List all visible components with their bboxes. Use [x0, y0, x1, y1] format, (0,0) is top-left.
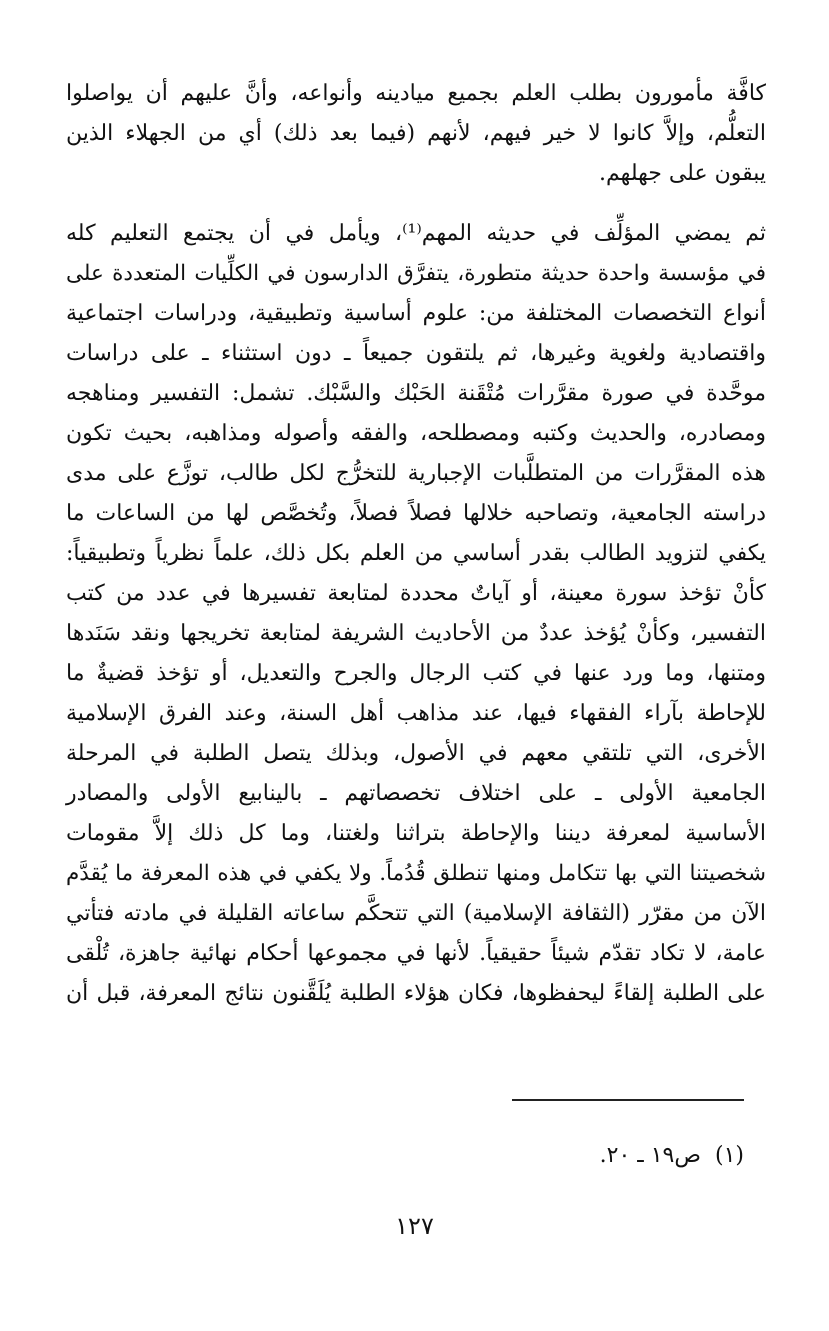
text-line: موحَّدة في صورة مقرَّرات مُتْقَنة الحَبْك والسَّبْك. تشمل: التفسير ومناهجه: [66, 381, 766, 406]
text-line: التفسير، وكأنْ يُؤخذ عددٌ من الأحاديث الشريفة لمتابعة تخريجها ونقد سَنَدها: [66, 621, 766, 646]
text-line: في مؤسسة واحدة حديثة متطورة، يتفرَّق الدارسون في الكلِّيات المتعددة على: [66, 261, 766, 286]
text-line: دراسته الجامعية، وتصاحبه خلالها فصلاً فصلاً، وتُخصَّص لها من الساعات ما: [66, 501, 766, 526]
text-line: ومتنها، وما ورد عنها في كتب الرجال والجرح والتعديل، أو تؤخذ قضيةٌ ما: [66, 661, 766, 686]
paragraph-1: [66, 74, 766, 194]
text-line: واقتصادية ولغوية وغيرها، ثم يلتقون جميعاً ـ دون استثناء ـ على دراسات: [66, 341, 766, 366]
text-line: شخصيتنا التي بها تتكامل ومنها تنطلق قُدُماً. ولا يكفي في هذه المعرفة ما يُقدَّم: [66, 861, 766, 886]
text-line: للإحاطة بآراء الفقهاء فيها، عند مذاهب أهل السنة، وعند الفرق الإسلامية: [66, 701, 766, 726]
text-line: هذه المقرَّرات من المتطلَّبات الإجبارية للتخرُّج لكل طالب، توزَّع على مدى: [66, 461, 766, 486]
text-line: الأساسية لمعرفة ديننا والإحاطة بتراثنا ولغتنا، وما كل ذلك إلاَّ مقومات: [66, 821, 766, 846]
page-number: ١٢٧: [395, 1212, 434, 1240]
text-line: ومصادره، والحديث وكتبه ومصطلحه، والفقه وأصوله ومذاهبه، بحيث تكون: [66, 421, 766, 446]
footnote: [600, 1140, 744, 1172]
text-line: عامة، لا تكاد تقدّم شيئاً حقيقياً. لأنها في مجموعها أحكام نهائية جاهزة، تُلْقى: [66, 941, 766, 966]
text-line: الجامعية الأولى ـ على اختلاف تخصصاتهم ـ بالينابيع الأولى والمصادر: [66, 781, 766, 806]
text-line: الأخرى، التي تلتقي معهم في الأصول، وبذلك يتصل الطلبة في المرحلة: [66, 741, 766, 766]
text-line: كافَّة مأمورون بطلب العلم بجميع ميادينه وأنواعه، وأنَّ عليهم أن يواصلوا: [66, 81, 766, 106]
text-line: يكفي لتزويد الطالب بقدر أساسي من العلم بكل ذلك، علماً نظرياً وتطبيقياً:: [66, 541, 766, 566]
text-line: ثم يمضي المؤلِّف في حديثه المهم⁽¹⁾، ويأمل في أن يجتمع التعليم كله: [66, 221, 766, 246]
footnote-divider: [512, 1099, 744, 1101]
footnote-marker: (١): [714, 1143, 744, 1168]
text-line: كأنْ تؤخذ سورة معينة، أو آياتٌ محددة لمتابعة تفسيرها في عدد من كتب: [66, 581, 766, 606]
text-line: التعلُّم، وإلاَّ كانوا لا خير فيهم، لأنهم (فيما بعد ذلك) أي من الجهلاء الذين: [66, 121, 766, 146]
footnote-text: ص١٩ ـ ٢٠.: [599, 1143, 701, 1168]
paragraph-2: [66, 214, 766, 1014]
text-line: على الطلبة إلقاءً ليحفظوها، فكان هؤلاء الطلبة يُلَقَّنون نتائج المعرفة، قبل أن: [66, 981, 766, 1006]
text-line: أنواع التخصصات المختلفة من: علوم أساسية وتطبيقية، ودراسات اجتماعية: [66, 301, 766, 326]
text-line: الآن من مقرّر (الثقافة الإسلامية) التي تتحكَّم ساعاته القليلة في مادته فتأتي: [66, 901, 766, 926]
text-line: يبقون على جهلهم.: [599, 161, 766, 186]
